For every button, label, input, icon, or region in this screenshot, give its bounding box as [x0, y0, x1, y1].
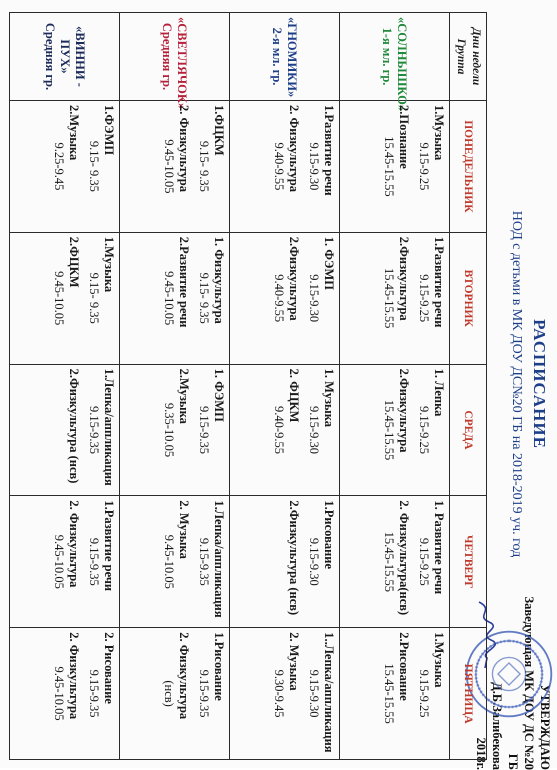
activity-name: 1. Физкультура [212, 236, 226, 324]
schedule-cell [230, 628, 340, 760]
schedule-cell [340, 364, 450, 496]
page-subtitle: НОД с детьми в МК ДОУ ДС№20 ГБ на 2018-2019 уч. год [509, 210, 524, 558]
activity-name: 2. Физкультура [177, 632, 191, 720]
group-cell [10, 13, 120, 101]
activity-time: 9.15-9.35 [197, 669, 211, 718]
corner-days-label: Дни недели [470, 27, 482, 86]
activity-name: 2.Физкультура [397, 236, 411, 321]
activity-name: 1.Развитие речи [432, 236, 446, 328]
activity-name: 2. Физкультура [287, 105, 301, 192]
activity-name: 2. Физкультура(нсв) [397, 500, 411, 616]
table-header-row [450, 13, 487, 760]
activity-time: 9.40-9.55 [272, 142, 286, 191]
activity-name: 1. ФЭМП [322, 236, 336, 291]
activity-time: 15.45-15.55 [382, 663, 396, 724]
activity-name: 1. Музыка [322, 368, 336, 428]
table-row [120, 13, 230, 760]
approval-line-1: УТВЕРЖДАЮ [538, 684, 552, 770]
approval-line-2: Заведующая МК ДОУ ДС №20 [522, 596, 536, 770]
activity-name: 2. Физкультура [177, 105, 191, 192]
schedule-cell [230, 364, 340, 496]
activity-time: 9.15-9.25 [417, 669, 431, 718]
activity-name: 1.Музыка [432, 632, 446, 688]
activity-name: 1.Музыка [102, 236, 116, 293]
activity-name: 1. ФЭМП [212, 368, 226, 422]
activity-time: 9.15-9.30 [307, 142, 321, 191]
group-cell [340, 13, 450, 112]
activity-name: 2. Физкультура [67, 500, 81, 588]
schedule-cell [10, 364, 120, 496]
table-corner-header [450, 13, 487, 101]
schedule-cell [10, 628, 120, 760]
activity-time: 9.15-9.30 [307, 537, 321, 586]
schedule-cell [120, 101, 230, 233]
activity-name: 1. Лепка [432, 368, 446, 417]
activity-time: 9.15- 9.35 [197, 140, 211, 192]
schedule-cell [120, 232, 230, 364]
schedule-cell [340, 101, 450, 233]
schedule-cell [230, 101, 340, 233]
activity-name: 2. Рисование [102, 632, 116, 704]
table-row [230, 13, 340, 760]
activity-name: 1.ФЭМП [102, 105, 116, 156]
activity-name: 2.Музыка [177, 368, 191, 424]
activity-time: 9.15- 9.35 [87, 272, 101, 324]
group-age: Средняя гр. [43, 22, 57, 91]
activity-time: 9.15- 9.35 [197, 272, 211, 324]
schedule-cell [340, 496, 450, 628]
activity-name: 1.Рисование [322, 500, 336, 570]
group-age: 2-я мл. гр. [270, 27, 285, 86]
activity-name: 1.Лепка/аппликация [102, 368, 116, 486]
activity-name: 2.Физкультура (нсв) [67, 368, 81, 484]
activity-time: 9.15-9.35 [197, 406, 211, 454]
schedule-cell [230, 496, 340, 628]
schedule-cell [10, 232, 120, 364]
activity-name: 1.Лепка/аппликация [212, 500, 226, 618]
activity-name: 1.Развитие речи [102, 500, 116, 592]
activity-time: 9.15-9.30 [307, 669, 321, 718]
activity-time: 9.25-9.45 [52, 142, 66, 191]
table-row [340, 13, 450, 760]
table-row [10, 13, 120, 760]
activity-time: 15.45-15.55 [382, 136, 396, 197]
activity-time: 9.30-9.45 [272, 669, 286, 718]
activity-time: 9.15-9.30 [307, 274, 321, 323]
activity-name: 2.ФЦКМ [67, 236, 81, 288]
day-header-tuesday: ВТОРНИК [450, 232, 487, 364]
activity-name: 1.Рисование [212, 632, 226, 701]
page-title: РАСПИСАНИЕ [530, 319, 549, 449]
activity-time: 15.45-15.55 [382, 267, 396, 329]
group-name: «СОЛНЫШКО» [395, 17, 410, 112]
activity-name: 2.Физкультура [287, 236, 301, 321]
activity-time: 15.45-15.55 [382, 399, 396, 461]
day-header-friday: ПЯТНИЦА [450, 628, 487, 760]
activity-time: 9.45-10.05 [52, 271, 66, 326]
activity-name: 2. ФЦКМ [287, 368, 301, 423]
activity-time: 9.15-9.35 [87, 669, 101, 718]
activity-name: 2.Рисование [397, 632, 411, 701]
activity-name: 2.Музыка [67, 105, 81, 161]
schedule-cell [230, 232, 340, 364]
activity-name: 2. Музыка [287, 632, 301, 691]
activity-time: 9.45-10.05 [52, 534, 66, 589]
schedule-cell [120, 364, 230, 496]
approval-line-5: 2018г. [474, 737, 488, 770]
activity-time: (нсв) [162, 680, 176, 707]
activity-name: 2. Музыка [177, 500, 191, 559]
activity-time: 9.15-9.35 [197, 537, 211, 586]
activity-time: 9.15-9.35 [87, 406, 101, 454]
day-header-monday: ПОНЕДЕЛЬНИК [450, 101, 487, 233]
activity-time: 9.40-9.55 [272, 406, 286, 454]
activity-name: 2.Физкультура (нсв) [287, 500, 301, 616]
activity-time: 9.45-10.05 [52, 666, 66, 721]
schedule-table [9, 12, 487, 760]
group-cell [230, 13, 340, 101]
activity-time: 9.45-10.05 [162, 271, 176, 326]
activity-name: 1..Лепка/аппликация [322, 632, 336, 753]
activity-time: 9.45-10.05 [162, 139, 176, 194]
corner-group-label: Группа [455, 38, 467, 75]
activity-name: 1.Музыка [432, 105, 446, 161]
activity-name: 2.Физкультура [397, 368, 411, 453]
schedule-cell [340, 628, 450, 760]
activity-name: 2. Физкультура [67, 632, 81, 720]
activity-time: 9.15-9.25 [417, 142, 431, 191]
schedule-cell [10, 496, 120, 628]
activity-time: 9.15-9.25 [417, 537, 431, 586]
activity-time: 9.15-9.35 [87, 537, 101, 586]
activity-time: 9.35-10.05 [162, 402, 176, 458]
activity-name: 1.ФЦКМ [212, 105, 226, 156]
group-age: Средняя гр. [160, 22, 175, 91]
approval-line-4: Д.Б.Залибекова [490, 682, 504, 770]
day-header-thursday: ЧЕТВЕРГ [450, 496, 487, 628]
group-name: «ГНОМИКИ» [285, 17, 300, 98]
activity-time: 9.15-9.25 [417, 406, 431, 454]
activity-name: 2.Познание [397, 105, 411, 169]
group-name: «ВИННИ - ПУХ» [58, 26, 87, 87]
approval-line-3: ГБ [506, 753, 520, 770]
activity-time: 9.15-9.30 [307, 406, 321, 454]
activity-time: 15.45-15.55 [382, 531, 396, 592]
activity-time: 9.45-10.05 [162, 534, 176, 589]
activity-name: 1. Развитие речи [432, 500, 446, 595]
day-header-wednesday: СРЕДА [450, 364, 487, 496]
activity-time: 9.40-9.55 [272, 274, 286, 323]
activity-time: 9.15-9.25 [417, 274, 431, 323]
activity-name: 1.Развитие речи [322, 105, 336, 196]
group-cell [120, 13, 230, 110]
group-name: «СВЕТЛЯЧОК» [175, 17, 190, 110]
schedule-cell [120, 628, 230, 760]
schedule-cell [340, 232, 450, 364]
group-age: 1-я мл. гр. [380, 27, 395, 86]
activity-name: 2.Развитие речи [177, 236, 191, 328]
activity-time: 9.15- 9.35 [87, 140, 101, 192]
schedule-cell [10, 101, 120, 233]
schedule-cell [120, 496, 230, 628]
